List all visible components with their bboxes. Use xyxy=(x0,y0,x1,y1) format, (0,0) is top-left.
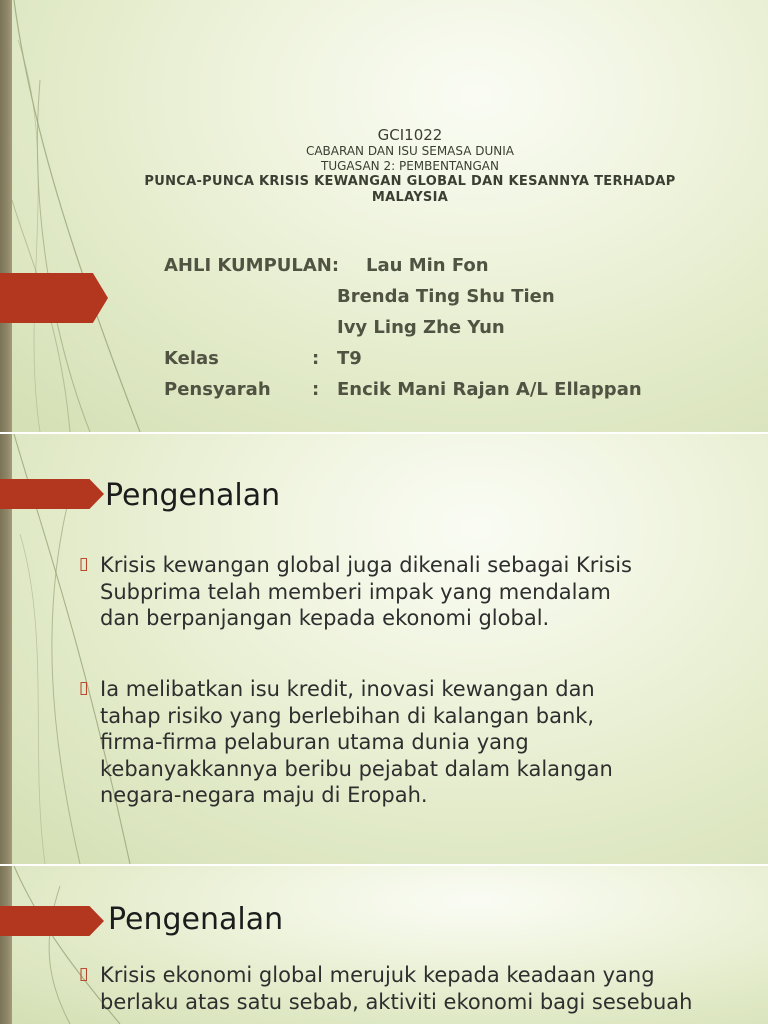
member-name: Ivy Ling Zhe Yun xyxy=(337,317,505,338)
accent-arrow-tab xyxy=(0,479,104,509)
intro-slide xyxy=(0,434,768,864)
class-label: Kelas xyxy=(164,348,219,369)
presentation-title-line-1: PUNCA-PUNCA KRISIS KEWANGAN GLOBAL DAN KESANNYA TERHADAP xyxy=(144,174,676,189)
bullet-text xyxy=(100,676,613,809)
title-block xyxy=(60,126,760,206)
bullet-line: berlaku atas satu sebab, aktiviti ekonomi bagi sesebuah xyxy=(100,989,693,1014)
course-code: GCI1022 xyxy=(377,126,443,144)
slide-heading: Pengenalan xyxy=(108,902,284,937)
member-name: Brenda Ting Shu Tien xyxy=(337,286,555,307)
bullet-line: tahap risiko yang berlebihan di kalangan bank, xyxy=(100,703,595,728)
accent-arrow-tab xyxy=(0,906,104,936)
bullet-line: Krisis kewangan global juga dikenali sebagai Krisis xyxy=(100,553,632,577)
lecturer-separator: : xyxy=(312,379,320,400)
bullet-marker-icon: ▯ xyxy=(79,678,89,698)
lecturer-value: Encik Mani Rajan A/L Ellappan xyxy=(337,379,642,400)
bullet-line: Ia melibatkan isu kredit, inovasi kewangan dan xyxy=(100,677,595,701)
bullet-text xyxy=(100,552,632,632)
class-separator: : xyxy=(312,348,320,369)
bullet-line: firma-firma pelaburan utama dunia yang xyxy=(100,730,529,754)
class-value: T9 xyxy=(337,348,362,369)
accent-arrow-tab xyxy=(0,273,108,323)
title-slide xyxy=(0,0,768,432)
bullet-line: Krisis ekonomi global merujuk kepada keadaan yang xyxy=(100,963,655,987)
bullet-line: negara-negara maju di Eropah. xyxy=(100,783,428,807)
course-name: CABARAN DAN ISU SEMASA DUNIA xyxy=(305,144,515,158)
bullet-text xyxy=(100,962,692,1015)
bullet-line: Subprima telah memberi impak yang mendalam xyxy=(100,579,611,604)
bullet-marker-icon: ▯ xyxy=(79,554,89,574)
member-name: Lau Min Fon xyxy=(366,255,489,276)
bullet-line: kebanyakkannya beribu pejabat dalam kalangan xyxy=(100,756,613,781)
group-label: AHLI KUMPULAN: xyxy=(164,255,340,276)
decorative-curves xyxy=(0,0,160,432)
bullet-line: dan berpanjangan kepada ekonomi global. xyxy=(100,606,550,630)
presentation-title-line-2: MALAYSIA xyxy=(371,190,449,205)
intro-slide-continued xyxy=(0,866,768,1024)
slide-heading: Pengenalan xyxy=(105,478,281,513)
bullet-marker-icon: ▯ xyxy=(79,964,89,984)
assignment-label: TUGASAN 2: PEMBENTANGAN xyxy=(321,159,499,173)
lecturer-label: Pensyarah xyxy=(164,379,271,400)
